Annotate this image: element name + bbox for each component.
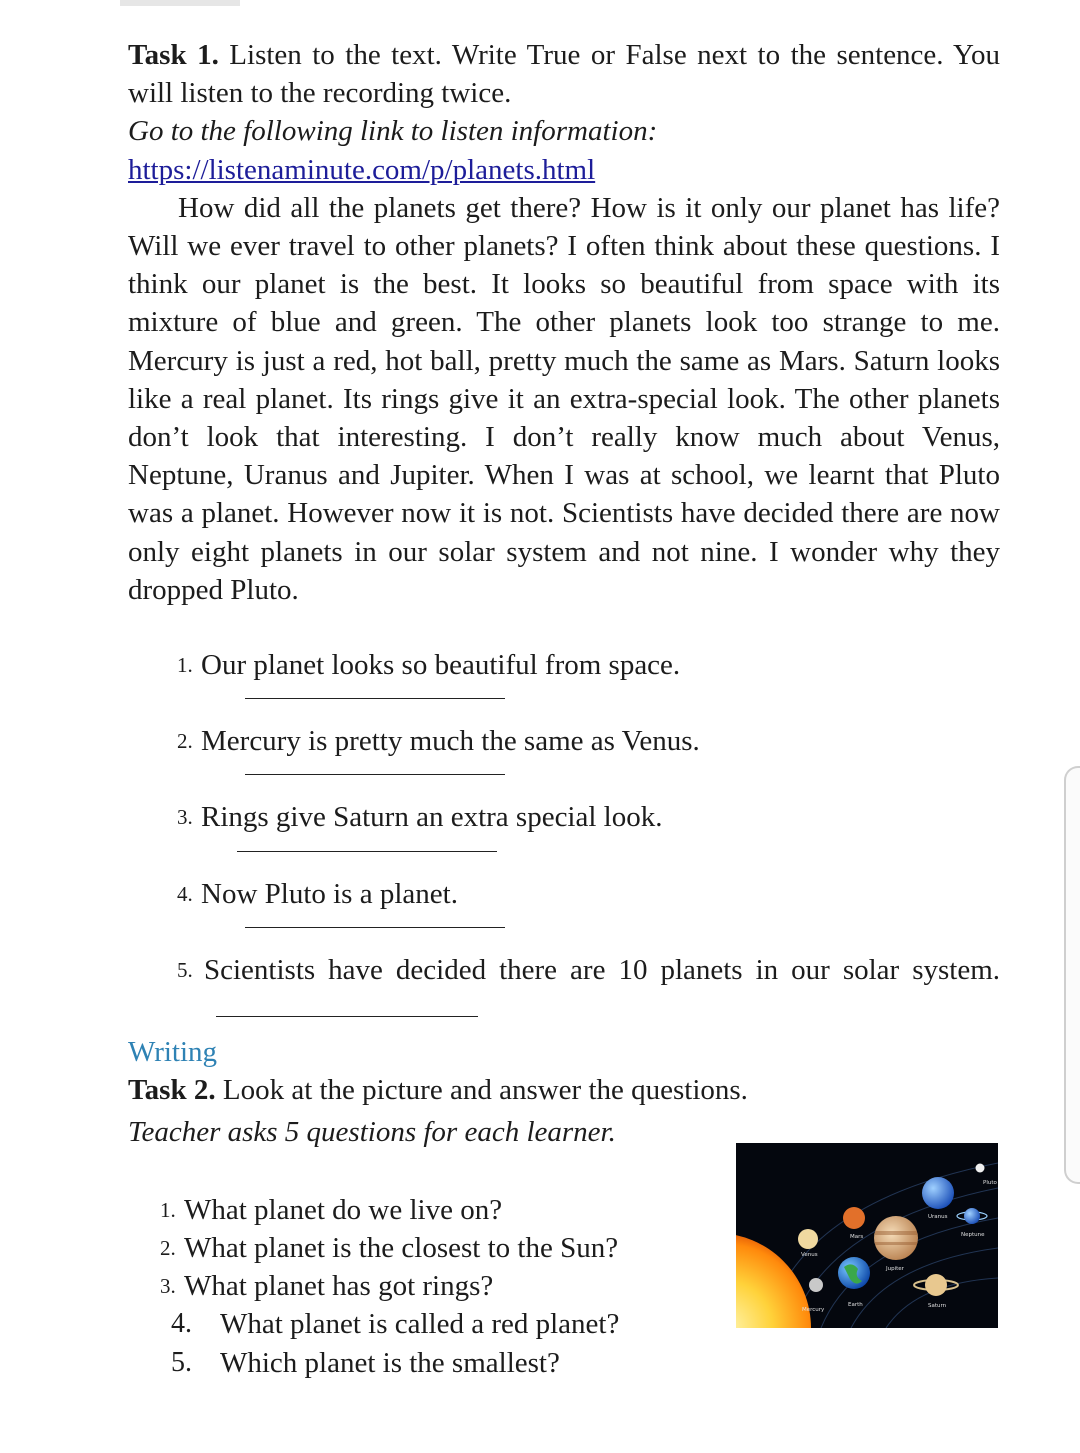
statement-item (128, 798, 1000, 836)
answer-line-4[interactable] (128, 913, 1000, 951)
scroll-handle[interactable] (1064, 766, 1080, 1184)
statement-item (128, 875, 1000, 913)
solar-system-illustration (736, 1143, 998, 1328)
statement-number: 4. (177, 881, 193, 906)
task1-title-text: Listen to the text. Write True or False next to the sentence. You will listen to the recording twice. (128, 39, 1000, 110)
svg-text:Earth: Earth (848, 1302, 863, 1308)
statement-item (128, 951, 1000, 1027)
svg-text:Venus: Venus (801, 1252, 818, 1258)
svg-text:Jupiter: Jupiter (886, 1266, 904, 1272)
question-number: 2. (160, 1236, 176, 1261)
question-number: 1. (160, 1197, 176, 1222)
statement-text: Our planet looks so beautiful from space. (201, 649, 681, 682)
listening-paragraph: How did all the planets get there? How is it only our planet has life? Will we ever travel to other planets? I often think about these questions. I think our planet is the best. It looks so beautiful from space with its mixture of blue and green. The other planets look too strange to me. Mercury is just a red, hot ball, pretty much the same as Mars. Saturn looks like a real planet. Its rings give it an extra-special look. The other planets don’t look that interesting. I don’t really know much about Venus, Neptune, Uranus and Jupiter. When I was at school, we learnt that Pluto was a planet. However now it is not. Scientists have decided there are now only eight planets in our solar system and not nine. I wonder why they dropped Pluto. (128, 191, 1000, 606)
task2-title (128, 1071, 1000, 1109)
statement-number: 5. (177, 957, 193, 982)
question-text: What planet is the closest to the Sun? (184, 1232, 619, 1265)
section-heading-writing: Writing (128, 1036, 218, 1069)
svg-text:Neptune: Neptune (961, 1232, 985, 1238)
statement-item (128, 722, 1000, 760)
true-false-list (128, 646, 1000, 1027)
svg-text:Pluto: Pluto (983, 1180, 997, 1186)
svg-text:Mercury: Mercury (802, 1307, 825, 1313)
question-text: What planet is called a red planet? (220, 1308, 620, 1341)
answer-line-1[interactable] (128, 684, 1000, 722)
link-intro: Go to the following link to listen information: (128, 115, 658, 148)
task2-title-text: Look at the picture and answer the questions. (215, 1074, 748, 1107)
statement-text: Mercury is pretty much the same as Venus. (201, 725, 700, 758)
statement-item (128, 646, 1000, 684)
top-edge-mark (120, 0, 240, 6)
question-text: Which planet is the smallest? (220, 1346, 560, 1379)
statement-text: Now Pluto is a planet. (201, 877, 458, 910)
statement-number: 1. (177, 653, 193, 678)
task1-title-label: Task 1. (128, 39, 219, 71)
statement-text: Rings give Saturn an extra special look. (201, 801, 663, 834)
task2-title-label: Task 2. (128, 1074, 216, 1107)
statement-text: Scientists have decided there are 10 planets in our solar system. (204, 953, 1000, 986)
task2-instruction: Teacher asks 5 questions for each learner. (128, 1115, 616, 1148)
answer-line-5[interactable] (216, 994, 478, 1017)
question-number: 4. (171, 1308, 192, 1340)
question-item (128, 1344, 1000, 1382)
svg-text:Saturn: Saturn (928, 1303, 947, 1309)
task1-title (128, 36, 1000, 112)
answer-line-2[interactable] (128, 760, 1000, 798)
question-text: What planet has got rings? (184, 1270, 494, 1303)
statement-number: 2. (177, 729, 193, 754)
question-number: 3. (160, 1274, 176, 1299)
statement-number: 3. (177, 805, 193, 830)
question-text: What planet do we live on? (184, 1193, 503, 1226)
answer-line-3[interactable] (128, 837, 1000, 875)
svg-text:Uranus: Uranus (928, 1214, 948, 1220)
listening-link[interactable]: https://listenaminute.com/p/planets.html (128, 153, 596, 186)
question-number: 5. (171, 1346, 192, 1378)
svg-text:Mars: Mars (850, 1234, 864, 1240)
